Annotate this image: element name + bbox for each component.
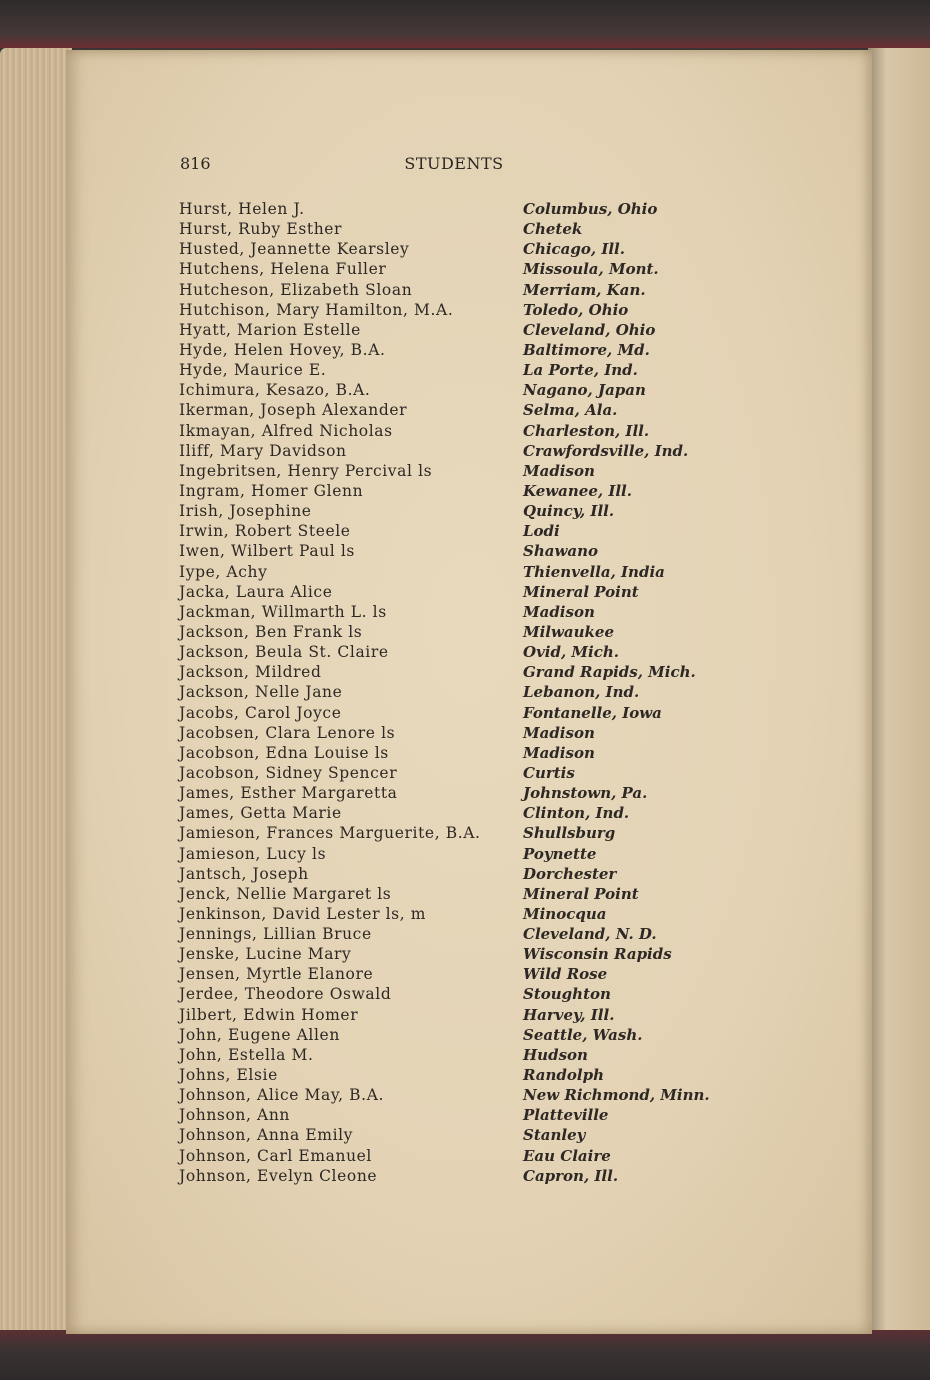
- student-name: James, Getta Marie: [179, 804, 342, 823]
- student-hometown: Baltimore, Md.: [523, 340, 650, 359]
- student-entry: [179, 763, 739, 783]
- student-hometown: Kewanee, Ill.: [523, 481, 632, 500]
- student-hometown: Curtis: [523, 763, 575, 782]
- student-hometown: Harvey, Ill.: [523, 1005, 615, 1024]
- student-entry: [179, 1045, 739, 1065]
- student-entry: [179, 964, 739, 984]
- student-entry: [179, 400, 739, 420]
- student-name: Jantsch, Joseph: [179, 864, 309, 883]
- student-name: Irwin, Robert Steele: [179, 522, 351, 541]
- student-hometown: Platteville: [523, 1106, 609, 1125]
- student-name: Jensen, Myrtle Elanore: [179, 965, 374, 984]
- student-name: Jackson, Nelle Jane: [179, 683, 343, 702]
- student-hometown: Grand Rapids, Mich.: [523, 663, 696, 682]
- student-entry: [179, 320, 739, 340]
- student-name: Johnson, Ann: [179, 1106, 290, 1125]
- student-name: Johnson, Anna Emily: [179, 1126, 354, 1145]
- student-name: Iwen, Wilbert Paul ls: [179, 542, 355, 561]
- student-name: Jamieson, Frances Marguerite, B.A.: [179, 824, 481, 843]
- student-hometown: Capron, Ill.: [523, 1166, 619, 1185]
- student-hometown: Milwaukee: [523, 622, 615, 641]
- student-entry: [179, 642, 739, 662]
- student-entry: [179, 1025, 739, 1045]
- student-entry: [179, 1085, 739, 1105]
- student-entry: [179, 703, 739, 723]
- student-name: Husted, Jeannette Kearsley: [179, 240, 410, 259]
- student-name: Jackman, Willmarth L. ls: [179, 602, 387, 621]
- student-entry: [179, 280, 739, 300]
- student-hometown: Chetek: [523, 220, 583, 239]
- student-name: Irish, Josephine: [179, 502, 312, 521]
- student-entry: [179, 803, 739, 823]
- student-name: Johnson, Evelyn Cleone: [179, 1166, 378, 1185]
- student-hometown: Mineral Point: [523, 582, 639, 601]
- student-entry: [179, 199, 739, 219]
- page-number: 816: [180, 154, 211, 173]
- student-entry: [179, 924, 739, 944]
- student-hometown: Lodi: [523, 522, 560, 541]
- student-entry: [179, 622, 739, 642]
- student-name: Johnson, Carl Emanuel: [179, 1146, 372, 1165]
- student-hometown: Quincy, Ill.: [523, 502, 615, 521]
- student-name: Jackson, Mildred: [179, 663, 322, 682]
- student-entry: [179, 743, 739, 763]
- student-hometown: Fontanelle, Iowa: [523, 703, 662, 722]
- student-name: Jackson, Ben Frank ls: [179, 622, 363, 641]
- student-hometown: Madison: [523, 723, 595, 742]
- student-entry: [179, 259, 739, 279]
- student-entry: [179, 562, 739, 582]
- student-name: Hurst, Ruby Esther: [179, 220, 343, 239]
- student-name: Jacobsen, Clara Lenore ls: [179, 723, 396, 742]
- student-name: John, Eugene Allen: [179, 1025, 340, 1044]
- student-hometown: Seattle, Wash.: [523, 1025, 643, 1044]
- student-entry: [179, 219, 739, 239]
- student-hometown: Selma, Ala.: [523, 401, 618, 420]
- student-name: Jilbert, Edwin Homer: [179, 1005, 359, 1024]
- student-hometown: New Richmond, Minn.: [523, 1086, 710, 1105]
- student-entry: [179, 582, 739, 602]
- student-entry: [179, 884, 739, 904]
- book-cover-bottom: [0, 1330, 930, 1380]
- student-hometown: Johnstown, Pa.: [523, 784, 648, 803]
- running-head: STUDENTS: [404, 154, 504, 173]
- student-hometown: Madison: [523, 743, 595, 762]
- student-hometown: Lebanon, Ind.: [523, 683, 640, 702]
- student-entry: [179, 441, 739, 461]
- student-hometown: Merriam, Kan.: [523, 280, 646, 299]
- student-hometown: Madison: [523, 461, 595, 480]
- student-hometown: Randolph: [523, 1066, 605, 1085]
- student-name: Hutchens, Helena Fuller: [179, 260, 387, 279]
- student-entry: [179, 521, 739, 541]
- student-entry: [179, 602, 739, 622]
- student-name: Johnson, Alice May, B.A.: [179, 1086, 385, 1105]
- student-name: Hutcheson, Elizabeth Sloan: [179, 280, 413, 299]
- student-name: Jacobson, Edna Louise ls: [179, 743, 389, 762]
- student-entry: [179, 1105, 739, 1125]
- student-entry: [179, 300, 739, 320]
- student-entry: [179, 682, 739, 702]
- student-hometown: Crawfordsville, Ind.: [523, 441, 689, 460]
- student-hometown: La Porte, Ind.: [523, 361, 638, 380]
- student-name: Ingram, Homer Glenn: [179, 481, 364, 500]
- student-hometown: Thienvella, India: [523, 562, 665, 581]
- page-header: [180, 154, 728, 178]
- facing-page-edge: [868, 48, 930, 1338]
- book-cover-top: [0, 0, 930, 48]
- student-name: Iype, Achy: [179, 562, 268, 581]
- student-name: Jacobs, Carol Joyce: [179, 703, 342, 722]
- student-hometown: Clinton, Ind.: [523, 804, 630, 823]
- student-entry: [179, 1125, 739, 1145]
- student-name: Ikmayan, Alfred Nicholas: [179, 421, 393, 440]
- book-page-edges: [0, 48, 72, 1338]
- student-name: Jacobson, Sidney Spencer: [179, 763, 398, 782]
- student-entry: [179, 944, 739, 964]
- student-name: Jerdee, Theodore Oswald: [179, 985, 392, 1004]
- student-hometown: Charleston, Ill.: [523, 421, 650, 440]
- student-hometown: Mineral Point: [523, 884, 639, 903]
- student-name: John, Estella M.: [179, 1045, 314, 1064]
- student-hometown: Eau Claire: [523, 1146, 611, 1165]
- student-name: Jenck, Nellie Margaret ls: [179, 884, 392, 903]
- student-entry: [179, 844, 739, 864]
- student-hometown: Cleveland, Ohio: [523, 320, 656, 339]
- student-name: Hyde, Maurice E.: [179, 361, 327, 380]
- student-name: Ingebritsen, Henry Percival ls: [179, 461, 433, 480]
- student-entry: [179, 723, 739, 743]
- student-name: Johns, Elsie: [179, 1066, 278, 1085]
- student-hometown: Stanley: [523, 1126, 586, 1145]
- student-entry: [179, 662, 739, 682]
- student-entry: [179, 1146, 739, 1166]
- student-hometown: Cleveland, N. D.: [523, 925, 657, 944]
- student-entry: [179, 501, 739, 521]
- student-entry: [179, 421, 739, 441]
- student-name: Jackson, Beula St. Claire: [179, 643, 389, 662]
- student-hometown: Shullsburg: [523, 824, 616, 843]
- student-name: Jamieson, Lucy ls: [179, 844, 327, 863]
- student-name: Hyatt, Marion Estelle: [179, 320, 361, 339]
- student-hometown: Chicago, Ill.: [523, 240, 625, 259]
- student-hometown: Minocqua: [523, 904, 607, 923]
- student-directory-list: [179, 199, 739, 1186]
- student-hometown: Stoughton: [523, 985, 611, 1004]
- student-name: Hurst, Helen J.: [179, 200, 305, 218]
- student-hometown: Nagano, Japan: [523, 381, 646, 400]
- student-hometown: Columbus, Ohio: [523, 200, 658, 218]
- student-name: Jenske, Lucine Mary: [179, 945, 352, 964]
- student-hometown: Toledo, Ohio: [523, 300, 629, 319]
- student-entry: [179, 1005, 739, 1025]
- student-hometown: Dorchester: [523, 864, 617, 883]
- student-entry: [179, 783, 739, 803]
- student-entry: [179, 380, 739, 400]
- student-hometown: Shawano: [523, 542, 598, 561]
- student-name: James, Esther Margaretta: [179, 784, 398, 803]
- student-name: Jacka, Laura Alice: [179, 582, 333, 601]
- student-hometown: Madison: [523, 602, 595, 621]
- student-hometown: Wild Rose: [523, 965, 608, 984]
- student-name: Hyde, Helen Hovey, B.A.: [179, 340, 386, 359]
- student-hometown: Wisconsin Rapids: [523, 945, 672, 964]
- student-name: Iliff, Mary Davidson: [179, 441, 347, 460]
- student-entry: [179, 360, 739, 380]
- student-entry: [179, 541, 739, 561]
- student-name: Hutchison, Mary Hamilton, M.A.: [179, 300, 454, 319]
- student-hometown: Poynette: [523, 844, 597, 863]
- student-entry: [179, 239, 739, 259]
- student-name: Ikerman, Joseph Alexander: [179, 401, 408, 420]
- student-entry: [179, 461, 739, 481]
- student-entry: [179, 984, 739, 1004]
- student-entry: [179, 864, 739, 884]
- student-hometown: Hudson: [523, 1045, 588, 1064]
- student-entry: [179, 1065, 739, 1085]
- student-entry: [179, 340, 739, 360]
- student-name: Ichimura, Kesazo, B.A.: [179, 381, 371, 400]
- student-name: Jenkinson, David Lester ls, m: [179, 904, 427, 923]
- student-hometown: Missoula, Mont.: [523, 260, 659, 279]
- student-entry: [179, 1166, 739, 1186]
- student-name: Jennings, Lillian Bruce: [179, 925, 372, 944]
- student-entry: [179, 904, 739, 924]
- student-entry: [179, 481, 739, 501]
- student-entry: [179, 823, 739, 843]
- student-hometown: Ovid, Mich.: [523, 643, 619, 662]
